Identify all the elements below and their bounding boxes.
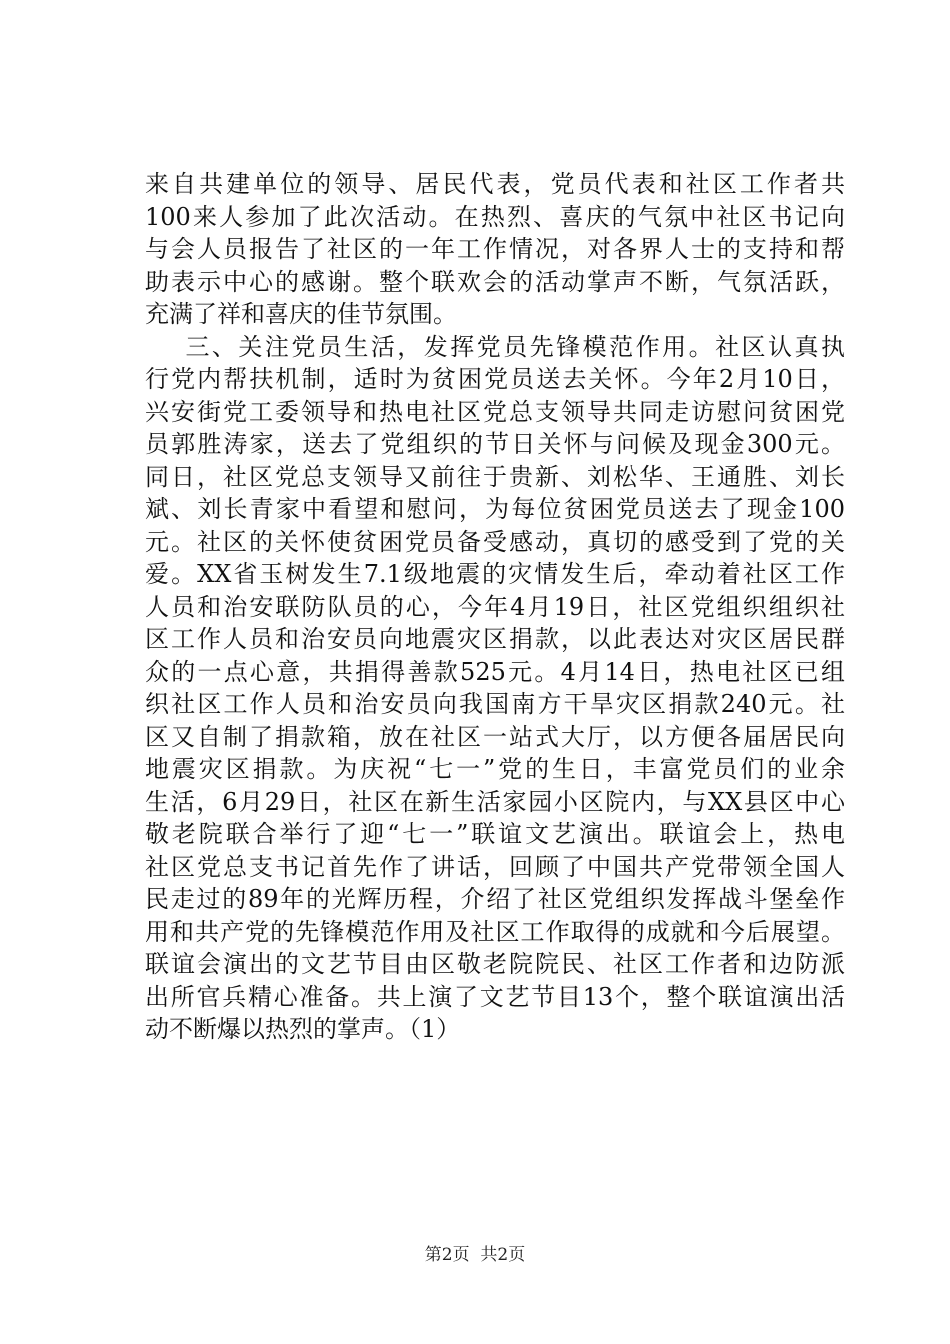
- page-footer: [0, 1244, 950, 1266]
- text-line: 众的一点心意，共捐得善款525元。4月14日，热电社区已组: [145, 657, 845, 686]
- text-line: 区又自制了捐款箱，放在社区一站式大厅，以方便各届居民向: [145, 722, 845, 751]
- text-line: 100来人参加了此次活动。在热烈、喜庆的气氛中社区书记向: [145, 202, 845, 231]
- text-line: 同日，社区党总支领导又前往于贵新、刘松华、王通胜、刘长: [145, 462, 845, 491]
- text-line: 生活，6月29日，社区在新生活家园小区院内，与XX县区中心: [145, 787, 845, 816]
- text-line: 织社区工作人员和治安员向我国南方干旱灾区捐款240元。社: [145, 690, 845, 718]
- text-line: 爱。XX省玉树发生7.1级地震的灾情发生后，牵动着社区工作: [145, 560, 845, 588]
- text-line: 区工作人员和治安员向地震灾区捐款，以此表达对灾区居民群: [145, 625, 845, 653]
- text-line: 来自共建单位的领导、居民代表，党员代表和社区工作者共: [145, 170, 845, 198]
- text-line: 动不断爆以热烈的掌声。（1）: [145, 1015, 461, 1043]
- page-number: 第2页 共2页: [424, 1245, 526, 1265]
- text-line: 地震灾区捐款。为庆祝“七一”党的生日，丰富党员们的业余: [145, 755, 845, 783]
- text-line: 兴安街党工委领导和热电社区党总支领导共同走访慰问贫困党: [145, 397, 845, 426]
- text-line: 元。社区的关怀使贫困党员备受感动，真切的感受到了党的关: [145, 527, 845, 556]
- text-line: 人员和治安联防队员的心，今年4月19日，社区党组织组织社: [145, 592, 845, 621]
- text-line: 员郭胜涛家，送去了党组织的节日关怀与问候及现金300元。: [145, 430, 845, 458]
- text-line: 与会人员报告了社区的一年工作情况，对各界人士的支持和帮: [145, 235, 845, 263]
- text-line: 行党内帮扶机制，适时为贫困党员送去关怀。今年2月10日，: [145, 365, 845, 393]
- text-line: 出所官兵精心准备。共上演了文艺节目13个，整个联谊演出活: [145, 982, 845, 1011]
- text-line: 斌、刘长青家中看望和慰问，为每位贫困党员送去了现金100: [145, 495, 845, 523]
- text-line: 三、关注党员生活，发挥党员先锋模范作用。社区认真执: [145, 332, 845, 361]
- text-line: 助表示中心的感谢。整个联欢会的活动掌声不断，气氛活跃，: [145, 267, 845, 296]
- text-line: 社区党总支书记首先作了讲话，回顾了中国共产党带领全国人: [145, 852, 845, 881]
- text-line: 民走过的89年的光辉历程，介绍了社区党组织发挥战斗堡垒作: [145, 885, 845, 913]
- body-text: [145, 168, 845, 1046]
- text-line: 联谊会演出的文艺节目由区敬老院院民、社区工作者和边防派: [145, 950, 845, 978]
- text-line: 充满了祥和喜庆的佳节氛围。: [145, 300, 457, 328]
- text-line: 用和共产党的先锋模范作用及社区工作取得的成就和今后展望。: [145, 917, 845, 946]
- text-line: 敬老院联合举行了迎“七一”联谊文艺演出。联谊会上，热电: [145, 820, 845, 848]
